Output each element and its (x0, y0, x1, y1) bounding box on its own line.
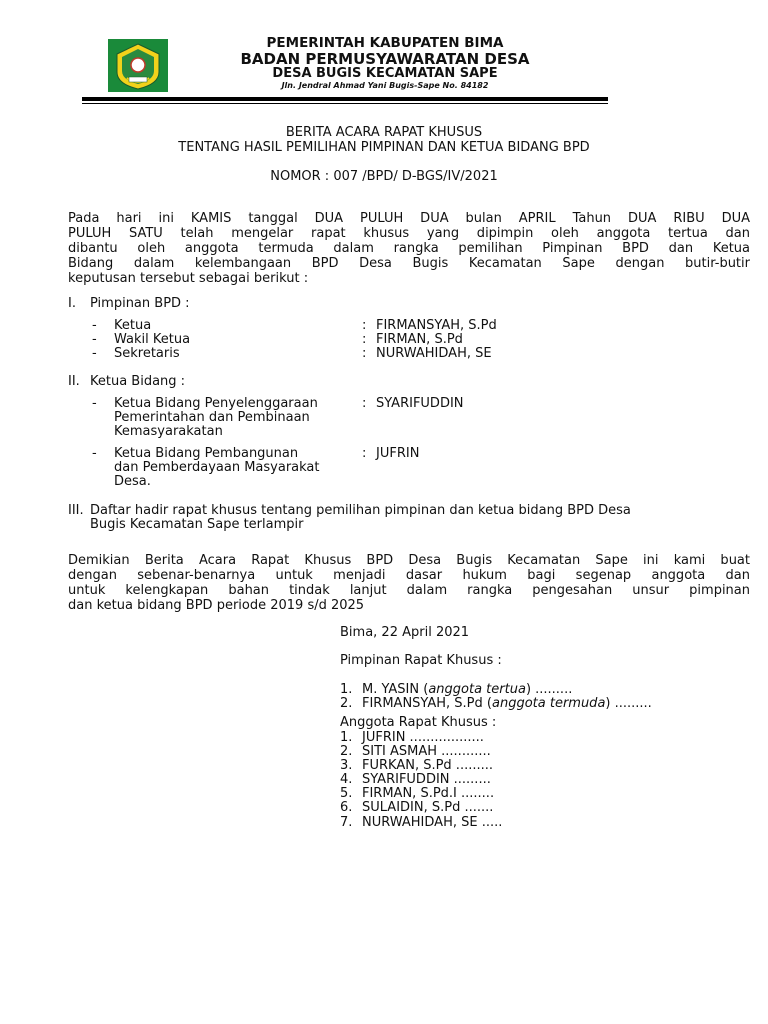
opening-line: Pada hari ini KAMIS tanggal DUA PULUH DUA bulan APRIL Tahun DUA RIBU DUA (68, 211, 750, 226)
opening-line: keputusan tersebut sebagai berikut : (68, 271, 309, 286)
field-holder: JUFRIN (376, 446, 420, 461)
leader-entry (362, 696, 652, 711)
signature-dots: ) ......... (605, 696, 652, 711)
role-label: Wakil Ketua (114, 332, 191, 347)
role-label: Ketua (114, 318, 152, 333)
member-entry: SYARIFUDDIN ......... (362, 772, 491, 787)
letterhead-thick-rule (82, 97, 608, 101)
letterhead-government: PEMERINTAH KABUPATEN BIMA (266, 35, 504, 51)
member-number: 4. (340, 772, 353, 787)
field-label: Ketua Bidang Penyelenggaraan (114, 396, 318, 411)
leaders-heading: Pimpinan Rapat Khusus : (340, 653, 502, 668)
list-dash: - (92, 346, 97, 361)
member-number: 7. (340, 815, 353, 830)
closing-line: dengan sebenar-benarnya untuk menjadi dasar hukum bagi segenap anggota dan (68, 568, 750, 583)
leader-name: M. YASIN ( (362, 682, 429, 697)
member-entry: SULAIDIN, S.Pd ....... (362, 800, 494, 815)
role-holder: NURWAHIDAH, SE (376, 346, 492, 361)
leader-role: anggota tertua (428, 682, 526, 697)
section-3-text: Bugis Kecamatan Sape terlampir (90, 517, 304, 532)
field-label: Ketua Bidang Pembangunan (114, 446, 299, 461)
section-2-title: Ketua Bidang : (90, 374, 186, 389)
field-label: dan Pemberdayaan Masyarakat (114, 460, 320, 475)
member-entry: FURKAN, S.Pd ......... (362, 758, 494, 773)
closing-line: untuk kelengkapan bahan tindak lanjut dalam rangka pengesahan unsur pimpinan (68, 583, 750, 598)
members-heading: Anggota Rapat Khusus : (340, 715, 497, 730)
colon: : (362, 346, 367, 361)
opening-line: dibantu oleh anggota termuda dalam rangka pemilihan Pimpinan BPD dan Ketua (68, 241, 750, 256)
member-entry: NURWAHIDAH, SE ..... (362, 815, 503, 830)
role-holder: FIRMAN, S.Pd (376, 332, 463, 347)
leader-number: 1. (340, 682, 353, 697)
letterhead-institution: BADAN PERMUSYAWARATAN DESA (240, 50, 530, 68)
field-label: Desa. (114, 474, 151, 489)
leader-name: FIRMANSYAH, S.Pd ( (362, 696, 492, 711)
opening-line: PULUH SATU telah mengelar rapat khusus yang dipimpin oleh anggota tertua dan (68, 226, 750, 241)
closing-line: Demikian Berita Acara Rapat Khusus BPD Desa Bugis Kecamatan Sape ini kami buat (68, 553, 750, 568)
leader-role: anggota termuda (491, 696, 606, 711)
letterhead-address: Jln. Jendral Ahmad Yani Bugis-Sape No. 84182 (281, 81, 489, 90)
signing-date: Bima, 22 April 2021 (340, 625, 470, 640)
closing-line: dan ketua bidang BPD periode 2019 s/d 2025 (68, 598, 365, 613)
regency-logo (107, 38, 169, 93)
member-number: 6. (340, 800, 353, 815)
document-title: BERITA ACARA RAPAT KHUSUS (285, 125, 483, 140)
member-entry: JUFRIN .................. (362, 730, 484, 745)
list-dash: - (92, 332, 97, 347)
colon: : (362, 318, 367, 333)
closing-paragraph (68, 553, 750, 613)
list-dash: - (92, 318, 97, 333)
member-number: 2. (340, 744, 353, 759)
leader-number: 2. (340, 696, 353, 711)
opening-paragraph (68, 211, 750, 286)
field-label: Pemerintahan dan Pembinaan (114, 410, 310, 425)
signature-dots: ) ......... (525, 682, 573, 697)
role-holder: FIRMANSYAH, S.Pd (376, 318, 497, 333)
member-number: 5. (340, 786, 353, 801)
letterhead-thin-rule (82, 103, 608, 104)
list-dash: - (92, 446, 97, 461)
member-number: 1. (340, 730, 353, 745)
field-holder: SYARIFUDDIN (376, 396, 464, 411)
section-1-number: I. (68, 296, 76, 311)
opening-line: Bidang dalam kelembangaan BPD Desa Bugis Kecamatan Sape dengan butir-butir (68, 256, 750, 271)
colon: : (362, 446, 367, 461)
field-label: Kemasyarakatan (114, 424, 223, 439)
member-number: 3. (340, 758, 353, 773)
colon: : (362, 332, 367, 347)
letterhead-village: DESA BUGIS KECAMATAN SAPE (272, 66, 498, 81)
list-dash: - (92, 396, 97, 411)
colon: : (362, 396, 367, 411)
section-2-number: II. (68, 374, 80, 389)
leader-entry (362, 682, 572, 697)
bima-emblem-icon (107, 38, 169, 93)
section-3-number: III. (68, 503, 84, 518)
member-entry: SITI ASMAH ............ (362, 744, 491, 759)
document-number: NOMOR : 007 /BPD/ D-BGS/IV/2021 (270, 169, 498, 184)
role-label: Sekretaris (114, 346, 180, 361)
document-subtitle: TENTANG HASIL PEMILIHAN PIMPINAN DAN KETUA BIDANG BPD (178, 140, 590, 155)
section-1-title: Pimpinan BPD : (90, 296, 190, 311)
section-3-text: Daftar hadir rapat khusus tentang pemilihan pimpinan dan ketua bidang BPD Desa (90, 503, 631, 518)
member-entry: FIRMAN, S.Pd.I ........ (362, 786, 495, 801)
